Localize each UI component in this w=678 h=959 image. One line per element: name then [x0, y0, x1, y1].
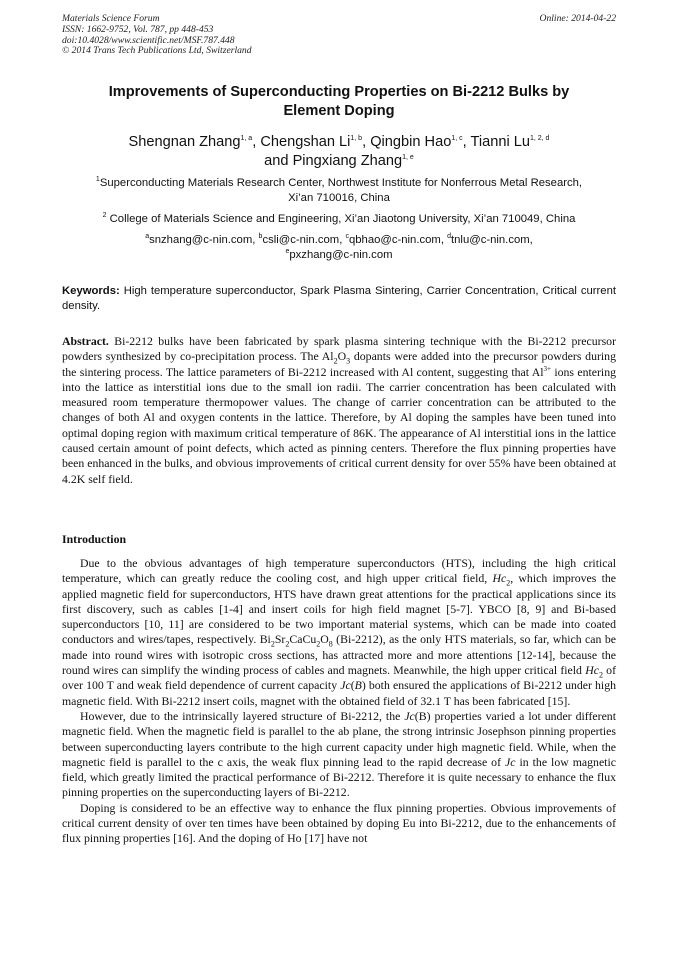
- email-link[interactable]: pxzhang@c-nin.com: [289, 249, 393, 261]
- abstract-label: Abstract.: [62, 334, 109, 348]
- paragraph: Doping is considered to be an effective way to enhance the flux pinning properties. Obvious improvements of critical current density of over ten times have been obtained by doping Eu into Bi-2212, due to the enhancements of flux pinning properties [16]. And the doping of Ho [17] have not: [62, 800, 616, 846]
- author-sup: 1, 2, d: [529, 135, 550, 143]
- title-line-2: Element Doping: [283, 103, 395, 119]
- text-run: in the low magnetic field, which greatly limited the practical performance of Bi-2212. Therefore it is quite necessary to enhance the flux pinning properties on the superconducting layers of Bi-2212.: [62, 754, 616, 800]
- author-name: Pingxiang Zhang: [292, 153, 403, 169]
- journal-name: Materials Science Forum: [62, 13, 160, 24]
- section-heading-introduction: Introduction: [62, 532, 127, 546]
- text-run: , which improves the applied magnetic field for superconductors, HTS have drawn great attentions for the practical applications since its first discovery, such as cables [1-4] and insert coils for high field magnet [5-7]. YBCO [8, 9] and Bi-based superconductors [10, 11] are considered to be two important material systems, which can be made into coated conductors and wires/tapes, respectively. Bi: [62, 571, 616, 647]
- text-run: (Bi-2212), as the only HTS materials, so far, which can be made into round wires with isotropic cross sections, has attracted more and more attentions [12-14], because the round wires can simplify the winding process of cables and magnets. Meanwhile, the high upper critical field: [62, 632, 616, 678]
- paper-title: [62, 83, 616, 121]
- email-link[interactable]: qbhao@c-nin.com,: [348, 234, 444, 246]
- introduction-body: [62, 556, 616, 847]
- author-name: Qingbin Hao: [370, 134, 452, 150]
- text-run: However, due to the intrinsically layered structure of Bi-2212, the: [80, 708, 405, 723]
- affiliation-sup: 1: [95, 176, 100, 184]
- author-sup: 1, a: [240, 135, 253, 143]
- online-date: Online: 2014-04-22: [539, 13, 616, 24]
- journal-header: [62, 14, 616, 57]
- doi: doi:10.4028/www.scientific.net/MSF.787.448: [62, 34, 235, 46]
- author-name: Chengshan Li: [260, 134, 351, 150]
- text-run: of over 100 T and weak field dependence of current capacity: [62, 663, 616, 693]
- title-line-1: Improvements of Superconducting Properties on Bi-2212 Bulks by: [108, 84, 570, 100]
- abstract-text: ions entering into the lattice as interstitial ions due to the small ion radii. The carrier concentration has been calculated with measured room temperature thermopower values. The change of carrier concentration can be attributed to the changes of both Al and oxygen contents in the lattice. Therefore, by Al doping the samples have been tuned into optimal doping region with maximum critical temperature of 86K. The appearance of Al interstitial ions in the lattice caused certain amount of point defects, which acted as pinning centers. Therefore the flux pinning properties have been enhanced in the bulks, and obvious improvements of critical current density for over 55% have been obtained at 4.2K self field.: [62, 364, 616, 486]
- copyright: © 2014 Trans Tech Publications Ltd, Switzerland: [62, 45, 252, 57]
- text-run: Due to the obvious advantages of high temperature superconductors (HTS), including the high critical temperature, which can greatly reduce the cooling cost, and high upper critical field,: [62, 556, 616, 586]
- email-link[interactable]: tnlu@c-nin.com,: [451, 234, 533, 246]
- abstract-text: dopants were added into the precursor powders during the sintering process. The lattice parameters of Bi-2212 increased with Al content, suggesting that Al: [62, 349, 616, 379]
- abstract: Abstract. Bi-2212 bulks have been fabricated by spark plasma sintering technique with the Bi-2212 precursor powders synthesized by co-precipitation process. The $Al_2O_3$ dopants were added into the precursor powders during the sintering process. The lattice parameters of Bi-2212 increased with Al content, suggesting that $Al^{3+}$ ions entering into the lattice as interstitial ions due to the small ion radii. The carrier concentration has been calculated with measured room temperature thermopower values. The change of carrier concentration can be attributed to the changes of both Al and oxygen contents in the lattice. Therefore, by Al doping the samples have been tuned into optimal doping region with maximum critical temperature of 86K. The appearance of Al interstitial ions in the lattice caused certain amount of point defects, which acted as pinning centers. Therefore the flux pinning properties have been enhanced in the bulks, and obvious improvements of critical current density for over 55% have been obtained at 4.2K self field.: [62, 334, 617, 486]
- affiliation-1: [62, 176, 616, 206]
- keywords: [62, 284, 616, 313]
- author-list: Shengnan Zhang$^{1, a}$, Chengshan Li$^{1, b}$, Qingbin Hao$^{1, c}$, Tianni Lu$^{1, 2, d}$ and Pingxiang Zhang$^{1, e}$: [128, 134, 550, 169]
- author-name: Tianni Lu: [470, 134, 530, 150]
- email-link[interactable]: csli@c-nin.com,: [262, 234, 343, 246]
- text-run: both ensured the applications of Bi-2212 under high magnetic field. With Bi-2212 insert coils, magnet with the obtained field of 32.1 T has been fabricated [15].: [62, 678, 616, 708]
- keywords-label: Keywords:: [62, 285, 120, 297]
- paragraph: However, due to the intrinsically layered structure of Bi-2212, the Jc(B) properties varied a lot under different magnetic field. When the magnetic field is parallel to the ab plane, the strong intrinsic Josephson pinning properties between superconducting layers contribute to the high current capacity under high magnetic field. While, when the magnetic field is parallel to the c axis, the weak flux pinning lead to the rapid decrease of Jc in the low magnetic field, which greatly limited the practical performance of Bi-2212. Therefore it is quite necessary to enhance the flux pinning properties on the superconducting layers of Bi-2212.: [62, 708, 616, 800]
- issn: ISSN: 1662-9752, Vol. 787, pp 448-453: [62, 23, 214, 35]
- author-sup: 1, c: [451, 135, 463, 143]
- abstract-text: Bi-2212 bulks have been fabricated by spark plasma sintering technique with the Bi-2212 precursor powders synthesized by co-precipitation process. The Al: [62, 334, 617, 364]
- affiliation-text: College of Materials Science and Engineering, Xi’an Jiaotong University, Xi’an 710049, China: [109, 213, 576, 225]
- affiliation-sup: 2: [102, 212, 107, 220]
- text-run: (B) properties varied a lot under different magnetic field. When the magnetic field is parallel to the ab plane, the strong intrinsic Josephson pinning properties between superconducting layers contribute to the high current capacity under high magnetic field. While, when the magnetic field is parallel to the c axis, the weak flux pinning lead to the rapid decrease of: [62, 708, 616, 769]
- affiliation-text: Superconducting Materials Research Center, Northwest Institute for Nonferrous Metal Research,: [99, 177, 583, 189]
- paragraph: Due to the obvious advantages of high temperature superconductors (HTS), including the high critical temperature, which can greatly reduce the cooling cost, and high upper critical field, $Hc_2$, which improves the applied magnetic field for superconductors, HTS have drawn great attentions for the practical applications since its first discovery, such as cables [1-4] and insert coils for high field magnet [5-7]. YBCO [8, 9] and Bi-based superconductors [10, 11] are considered to be two important material systems, which can be made into coated conductors and wires/tapes, respectively. $Bi_2Sr_2CaCu_2O_8$ (Bi-2212), as the only HTS materials, so far, which can be made into round wires with isotropic cross sections, has attracted more and more attentions [12-14], because the round wires can simplify the winding process of cables and magnets. Meanwhile, the high upper critical field $Hc_2$ of over 100 T and weak field dependence of current capacity Jc(B) both ensured the applications of Bi-2212 under high magnetic field. With Bi-2212 insert coils, magnet with the obtained field of 32.1 T has been fabricated [15].: [62, 556, 616, 708]
- email-link[interactable]: snzhang@c-nin.com,: [149, 234, 256, 246]
- author-sup: 1, b: [350, 135, 363, 143]
- author-sup: 1, e: [402, 154, 414, 162]
- affiliation-text: Xi’an 710016, China: [288, 192, 390, 204]
- affiliation-2: [62, 212, 616, 227]
- email-list: $^a$snzhang@c-nin.com, $^b$csli@c-nin.com, $^c$qbhao@c-nin.com, $^d$tnlu@c-nin.com, $^e$pxzhang@c-nin.com: [145, 233, 533, 261]
- author-name: Shengnan Zhang: [128, 134, 241, 150]
- abstract-text: O: [337, 349, 347, 364]
- keywords-text: High temperature superconductor, Spark Plasma Sintering, Carrier Concentration, Critical current density.: [62, 285, 617, 312]
